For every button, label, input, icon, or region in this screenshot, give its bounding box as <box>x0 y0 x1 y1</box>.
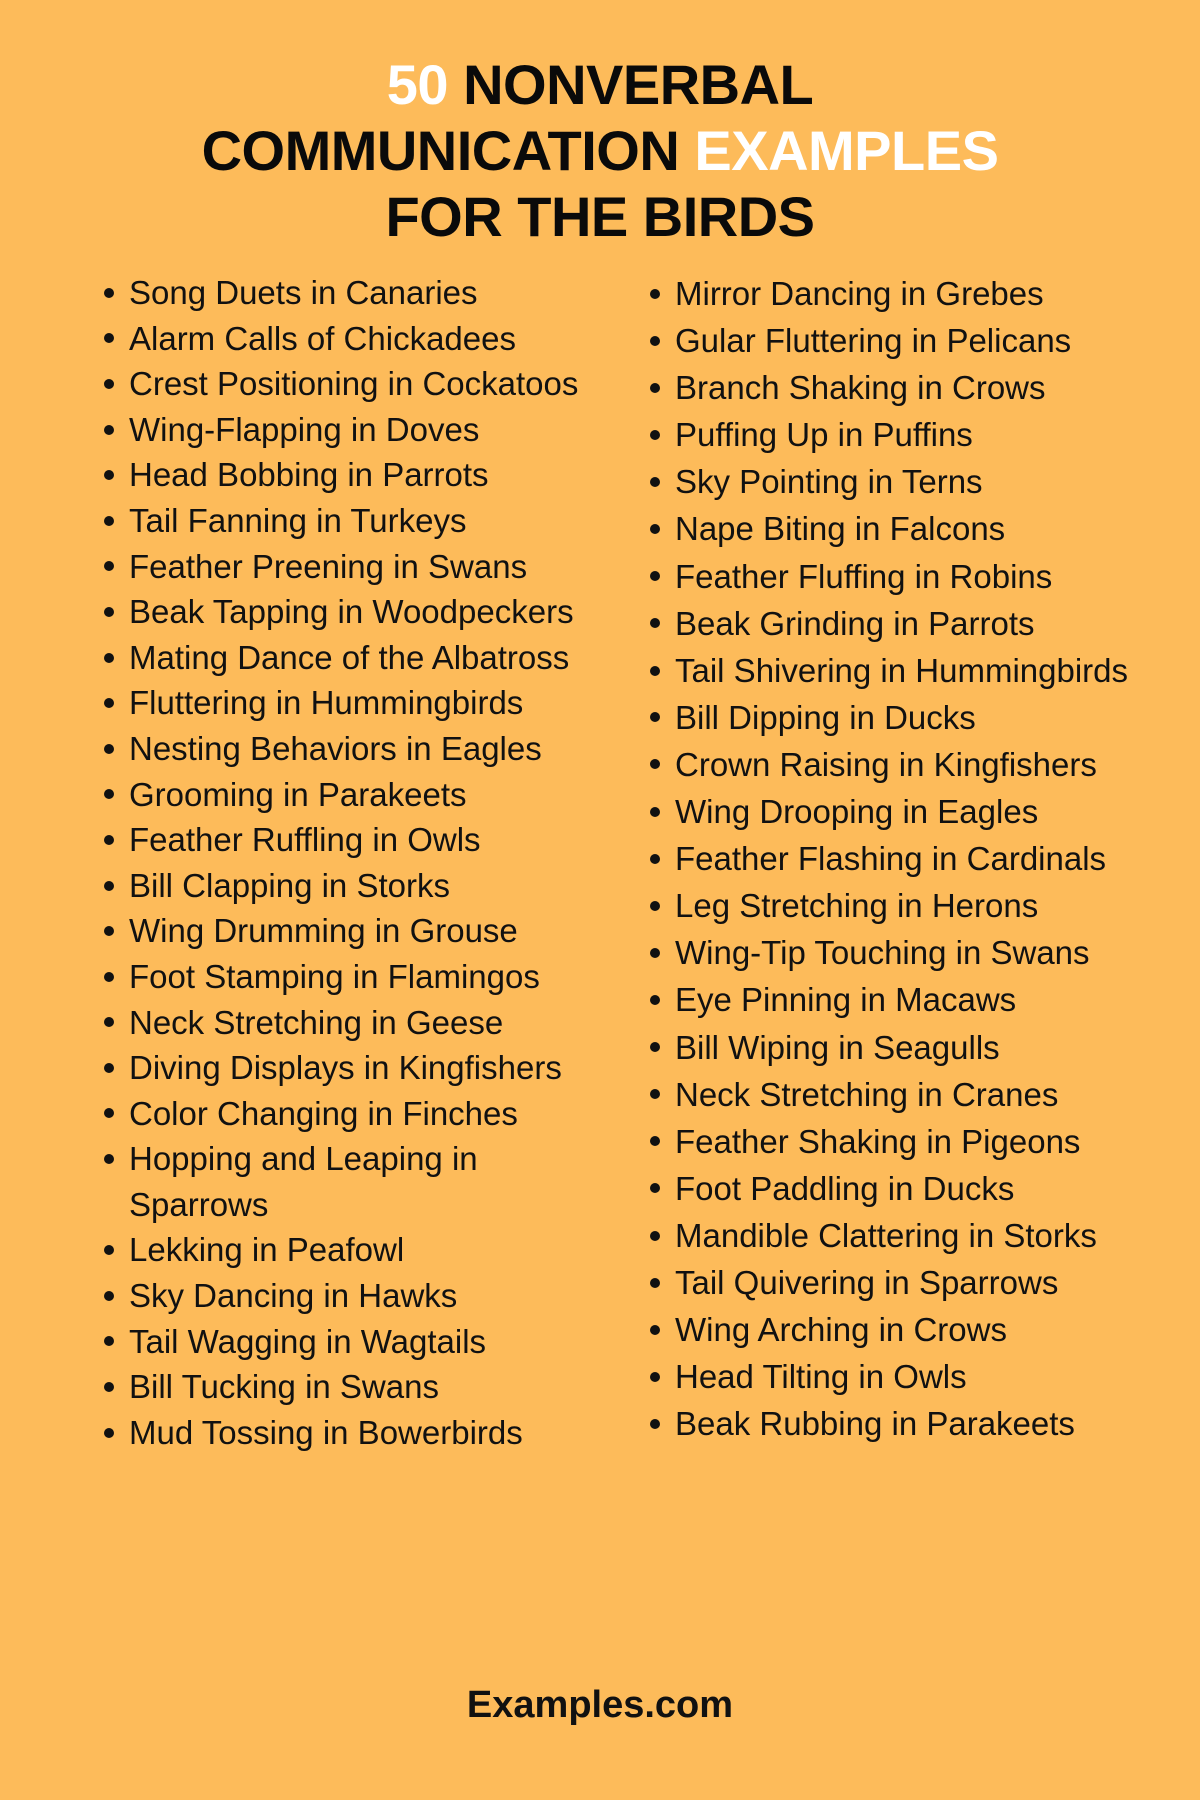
list-item: Neck Stretching in Geese <box>129 1000 609 1046</box>
list-item: Bill Dipping in Ducks <box>675 694 1175 741</box>
list-item: Song Duets in Canaries <box>129 270 609 316</box>
list-item: Wing-Flapping in Doves <box>129 407 609 453</box>
list-item: Feather Shaking in Pigeons <box>675 1118 1175 1165</box>
title-part1: NONVERBAL <box>463 53 814 116</box>
right-example-list <box>675 270 1175 1447</box>
list-item: Beak Tapping in Woodpeckers <box>129 589 609 635</box>
list-item: Wing Drooping in Eagles <box>675 788 1175 835</box>
list-item: Mud Tossing in Bowerbirds <box>129 1410 609 1456</box>
list-item: Puffing Up in Puffins <box>675 411 1175 458</box>
title-part2: COMMUNICATION <box>201 119 680 182</box>
title-highlight: EXAMPLES <box>694 119 999 182</box>
list-item: Lekking in Peafowl <box>129 1227 609 1273</box>
list-item: Tail Quivering in Sparrows <box>675 1259 1175 1306</box>
list-item: Grooming in Parakeets <box>129 772 609 818</box>
list-item: Fluttering in Hummingbirds <box>129 680 609 726</box>
list-item: Hopping and Leaping in Sparrows <box>129 1136 609 1227</box>
list-item: Wing Arching in Crows <box>675 1306 1175 1353</box>
list-item: Neck Stretching in Cranes <box>675 1071 1175 1118</box>
title-number: 50 <box>386 53 449 116</box>
list-item: Leg Stretching in Herons <box>675 882 1175 929</box>
list-item: Crest Positioning in Cockatoos <box>129 361 609 407</box>
list-item: Sky Dancing in Hawks <box>129 1273 609 1319</box>
list-item: Feather Ruffling in Owls <box>129 817 609 863</box>
list-item: Bill Tucking in Swans <box>129 1364 609 1410</box>
list-item: Sky Pointing in Terns <box>675 458 1175 505</box>
list-item: Crown Raising in Kingfishers <box>675 741 1175 788</box>
list-item: Wing-Tip Touching in Swans <box>675 929 1175 976</box>
list-item: Feather Flashing in Cardinals <box>675 835 1175 882</box>
list-item: Nape Biting in Falcons <box>675 505 1175 552</box>
list-item: Diving Displays in Kingfishers <box>129 1045 609 1091</box>
list-item: Mirror Dancing in Grebes <box>675 270 1175 317</box>
list-item: Head Tilting in Owls <box>675 1353 1175 1400</box>
list-item: Head Bobbing in Parrots <box>129 452 609 498</box>
list-item: Beak Grinding in Parrots <box>675 600 1175 647</box>
list-item: Gular Fluttering in Pelicans <box>675 317 1175 364</box>
footer-brand: Examples.com <box>466 1684 734 1726</box>
list-item: Nesting Behaviors in Eagles <box>129 726 609 772</box>
title-part3: FOR THE BIRDS <box>385 185 815 248</box>
list-item: Foot Stamping in Flamingos <box>129 954 609 1000</box>
list-item: Mandible Clattering in Storks <box>675 1212 1175 1259</box>
list-item: Feather Preening in Swans <box>129 544 609 590</box>
list-item: Eye Pinning in Macaws <box>675 976 1175 1023</box>
list-item: Color Changing in Finches <box>129 1091 609 1137</box>
list-item: Tail Shivering in Hummingbirds <box>675 647 1175 694</box>
list-item: Wing Drumming in Grouse <box>129 908 609 954</box>
list-item: Mating Dance of the Albatross <box>129 635 609 681</box>
list-item: Beak Rubbing in Parakeets <box>675 1400 1175 1447</box>
page-title <box>0 52 1200 250</box>
list-item: Bill Clapping in Storks <box>129 863 609 909</box>
list-item: Foot Paddling in Ducks <box>675 1165 1175 1212</box>
list-item: Bill Wiping in Seagulls <box>675 1024 1175 1071</box>
left-example-list <box>129 270 609 1455</box>
list-item: Alarm Calls of Chickadees <box>129 316 609 362</box>
list-item: Tail Fanning in Turkeys <box>129 498 609 544</box>
list-item: Tail Wagging in Wagtails <box>129 1319 609 1365</box>
list-item: Feather Fluffing in Robins <box>675 553 1175 600</box>
list-item: Branch Shaking in Crows <box>675 364 1175 411</box>
